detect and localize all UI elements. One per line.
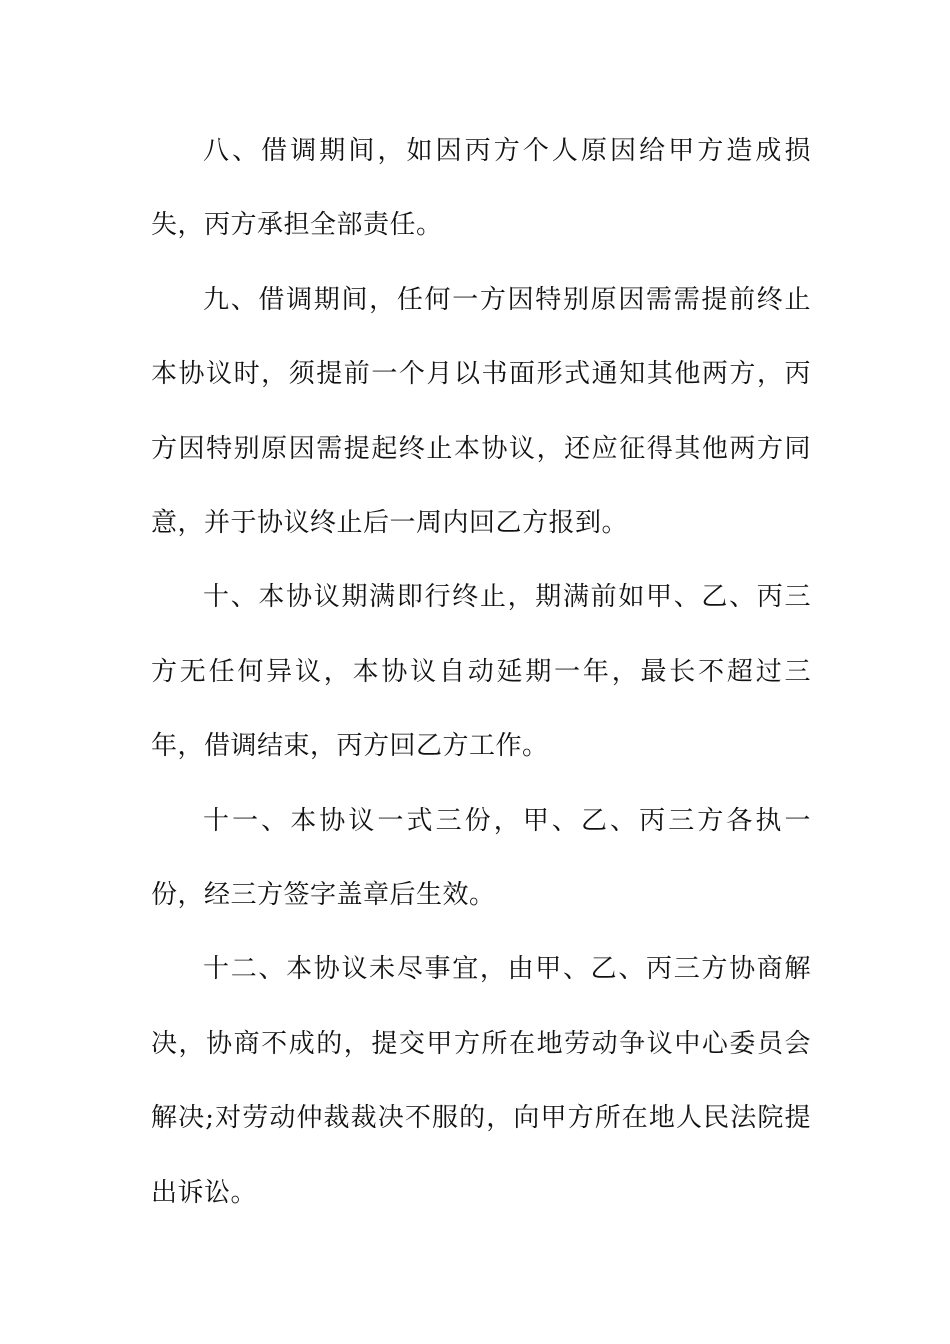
clause-paragraph-11: 十一、本协议一式三份，甲、乙、丙三方各执一份，经三方签字盖章后生效。: [151, 805, 811, 911]
clause-paragraph-12: 十二、本协议未尽事宜，由甲、乙、丙三方协商解决，协商不成的，提交甲方所在地劳动争议中心委员会解决;对劳动仲裁裁决不服的，向甲方所在地人民法院提出诉讼。: [151, 954, 811, 1208]
clause-paragraph-10: 十、本协议期满即行终止，期满前如甲、乙、丙三方无任何异议，本协议自动延期一年，最长不超过三年，借调结束，丙方回乙方工作。: [151, 582, 811, 762]
clause-paragraph-8: 八、借调期间，如因丙方个人原因给甲方造成损失，丙方承担全部责任。: [151, 136, 811, 241]
document-body: [151, 114, 811, 1230]
clause-paragraph-9: 九、借调期间，任何一方因特别原因需需提前终止本协议时，须提前一个月以书面形式通知其他两方，丙方因特别原因需提起终止本协议，还应征得其他两方同意，并于协议终止后一周内回乙方报到。: [151, 284, 811, 539]
